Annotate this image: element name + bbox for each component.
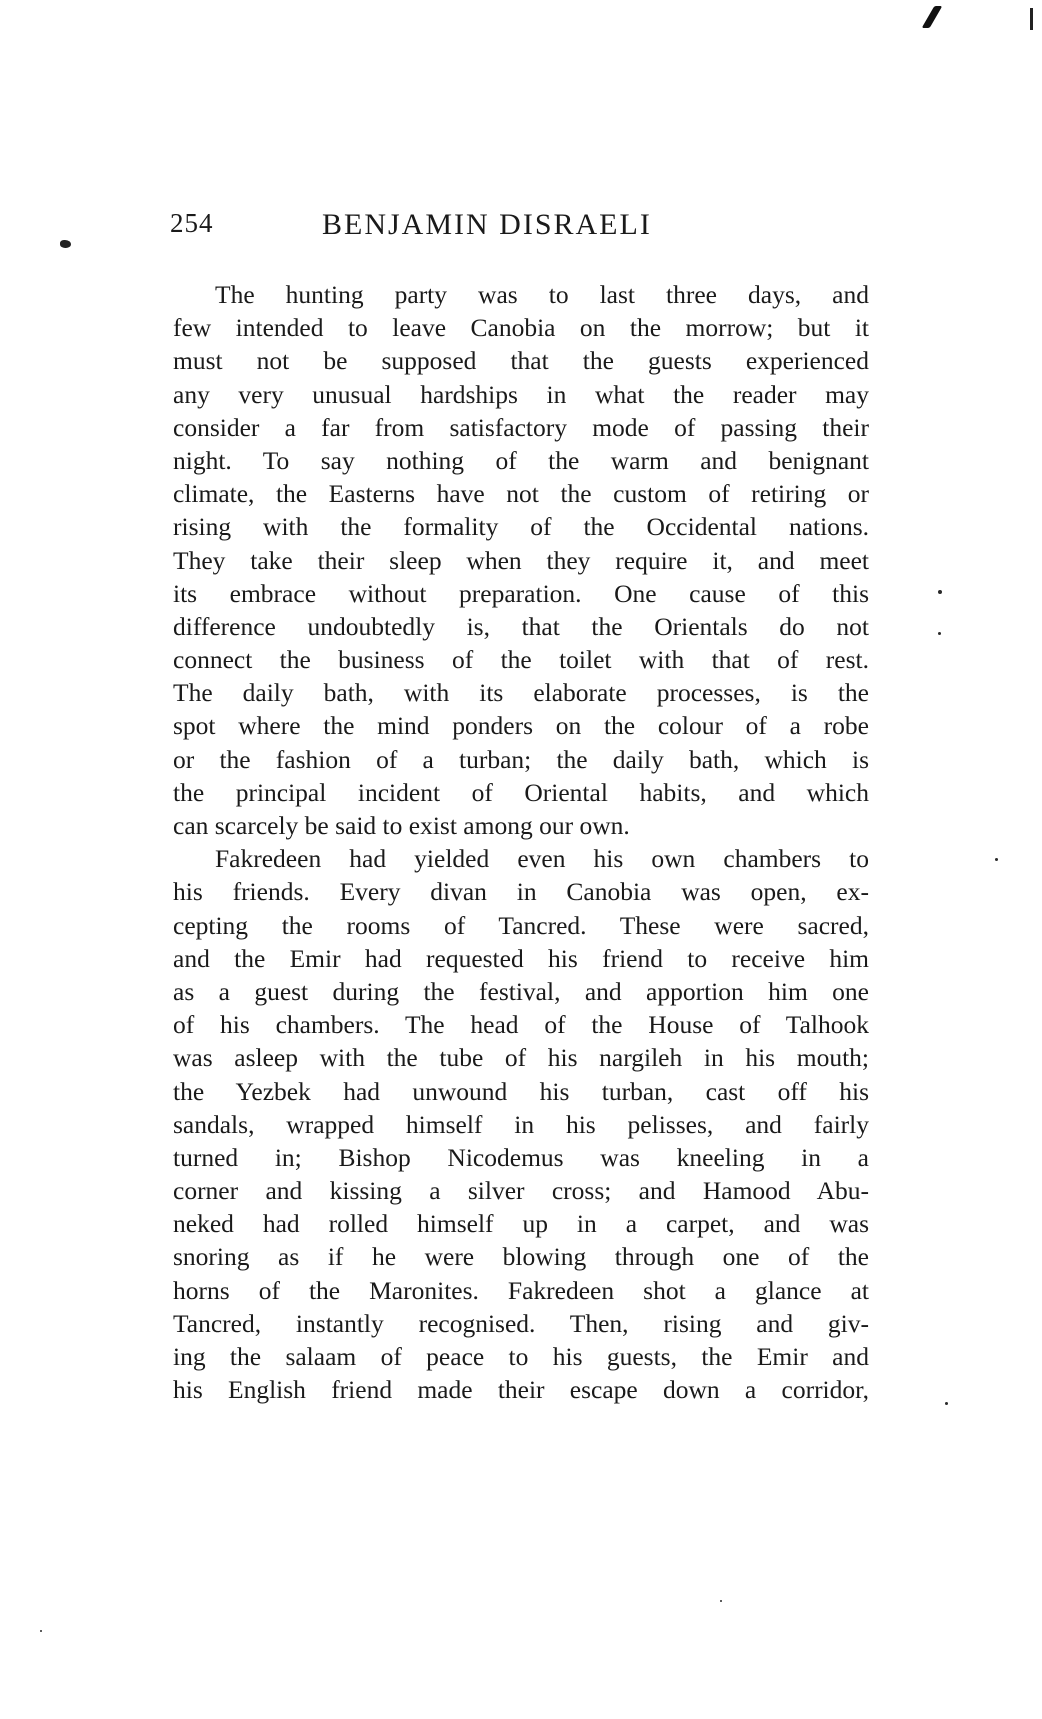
ink-mark-icon — [922, 6, 943, 28]
speck-icon — [938, 632, 941, 635]
text-line: Tancred, instantly recognised. Then, rising and giv- — [173, 1308, 869, 1338]
text-line: can scarcely be said to exist among our own. — [173, 811, 630, 840]
speck-icon — [938, 590, 942, 594]
speck-icon — [720, 1600, 722, 1602]
text-line: or the fashion of a turban; the daily bath, which is — [173, 744, 869, 774]
text-line: horns of the Maronites. Fakredeen shot a glance at — [173, 1275, 869, 1305]
text-line: spot where the mind ponders on the colour of a robe — [173, 711, 869, 741]
text-line: must not be supposed that the guests experienced — [173, 346, 869, 376]
text-line: ing the salaam of peace to his guests, the Emir and — [173, 1342, 869, 1371]
text-line: rising with the formality of the Occidental nations. — [173, 512, 869, 542]
text-line: any very unusual hardships in what the reader may — [173, 379, 869, 409]
text-line: was asleep with the tube of his nargileh in his mouth; — [173, 1043, 869, 1073]
text-line: climate, the Easterns have not the custom of retiring or — [173, 479, 869, 509]
running-title: BENJAMIN DISRAELI — [322, 208, 652, 241]
text-line: sandals, wrapped himself in his pelisses, and fairly — [173, 1109, 869, 1139]
text-line: as a guest during the festival, and apportion him one — [173, 976, 869, 1006]
text-line: cepting the rooms of Tancred. These were sacred, — [173, 910, 869, 940]
page-number: 254 — [170, 208, 214, 238]
running-head — [170, 208, 890, 248]
text-line: They take their sleep when they require it, and meet — [173, 545, 869, 575]
text-line: Fakredeen had yielded even his own chambers to — [215, 844, 869, 874]
text-line: and the Emir had requested his friend to receive him — [173, 943, 869, 973]
text-line: his friends. Every divan in Canobia was open, ex- — [173, 877, 869, 907]
edge-mark-icon — [1030, 8, 1033, 30]
text-line: the principal incident of Oriental habits, and which — [173, 777, 869, 807]
text-line: connect the business of the toilet with that of rest. — [173, 645, 869, 675]
speck-icon — [995, 858, 998, 861]
text-line: corner and kissing a silver cross; and Hamood Abu- — [173, 1176, 869, 1206]
text-line: turned in; Bishop Nicodemus was kneeling in a — [173, 1142, 869, 1172]
text-line: difference undoubtedly is, that the Orientals do not — [173, 611, 869, 641]
text-line: consider a far from satisfactory mode of passing their — [173, 412, 869, 442]
text-line: the Yezbek had unwound his turban, cast off his — [173, 1076, 869, 1106]
ink-blot-icon — [60, 240, 71, 248]
speck-icon — [40, 1630, 42, 1632]
speck-icon — [945, 1402, 948, 1405]
text-line: The daily bath, with its elaborate processes, is the — [173, 678, 869, 708]
body-text — [173, 278, 869, 1406]
text-line: snoring as if he were blowing through one of the — [173, 1242, 869, 1272]
text-line: few intended to leave Canobia on the morrow; but it — [173, 313, 869, 343]
text-line: of his chambers. The head of the House of Talhook — [173, 1010, 869, 1040]
text-line: The hunting party was to last three days, and — [215, 280, 869, 309]
text-line: night. To say nothing of the warm and benignant — [173, 445, 869, 475]
text-line: neked had rolled himself up in a carpet, and was — [173, 1209, 869, 1239]
text-line: its embrace without preparation. One cause of this — [173, 578, 869, 608]
text-line: his English friend made their escape down a corridor, — [173, 1375, 869, 1405]
